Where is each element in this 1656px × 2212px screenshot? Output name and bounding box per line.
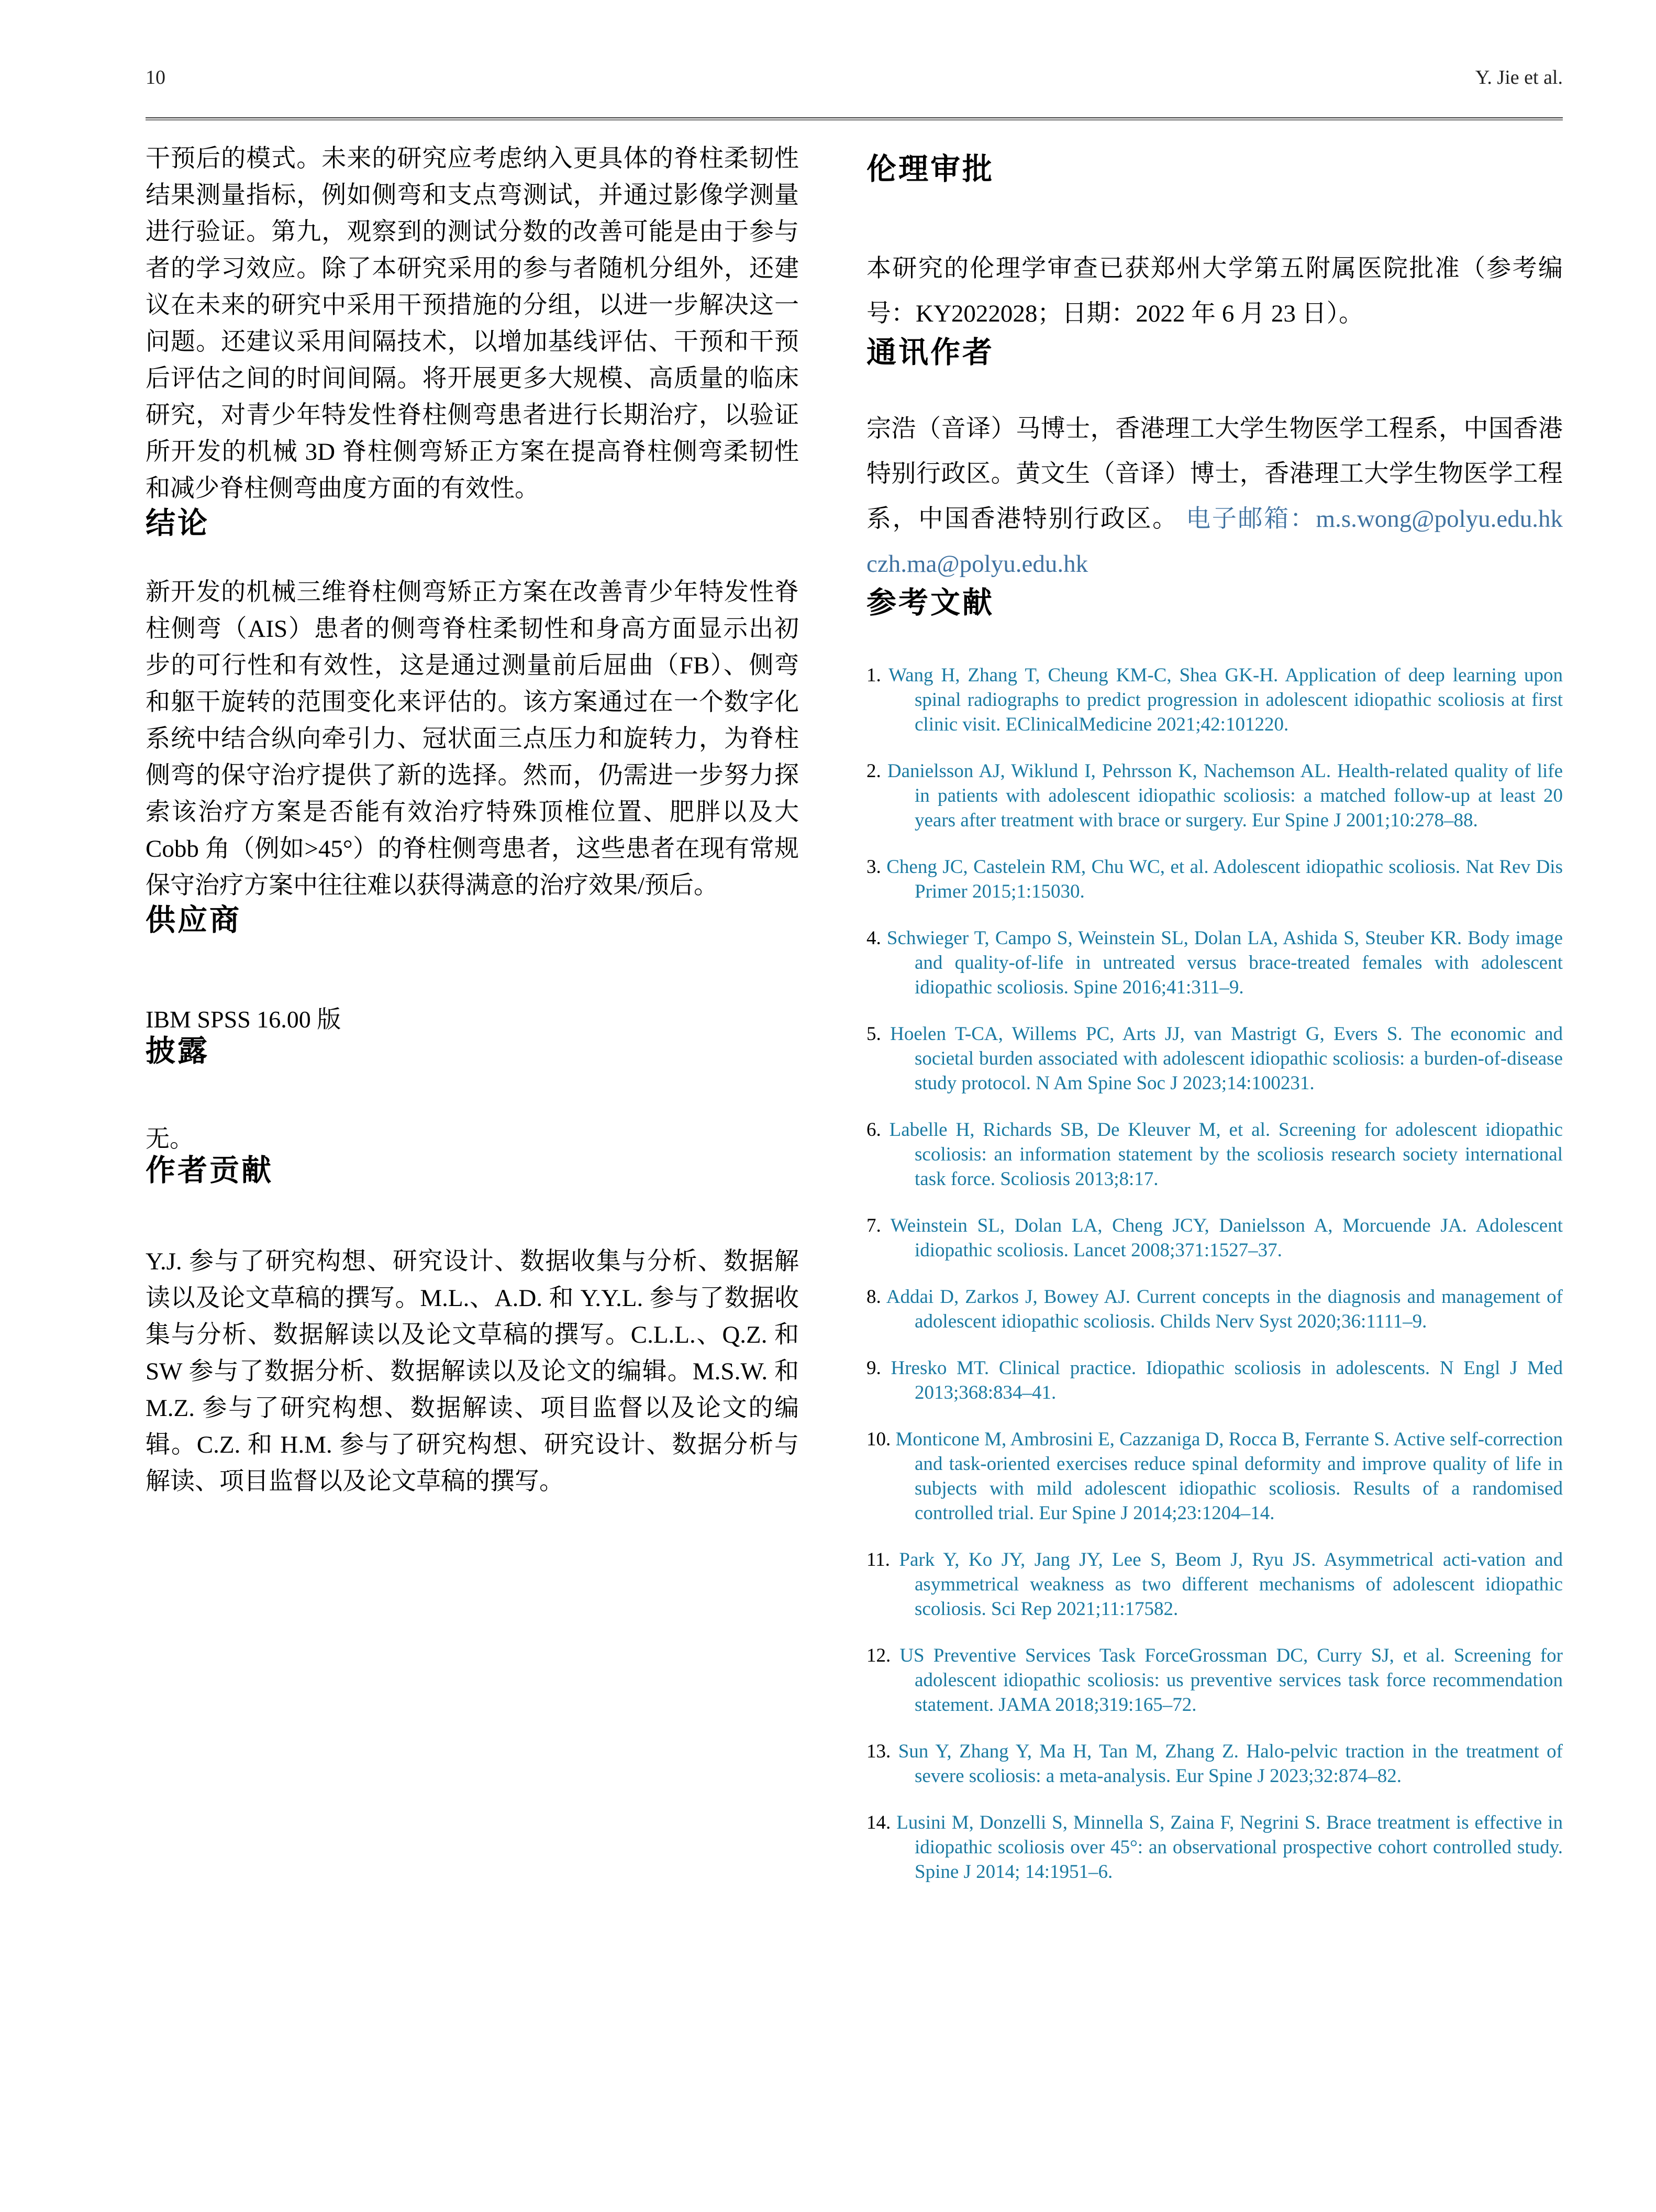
author-contributions-heading: 作者贡献: [146, 1154, 273, 1187]
page-number: 10: [146, 67, 165, 89]
email-label: 电子邮箱：: [1186, 505, 1316, 533]
reference-number: 5.: [866, 1023, 881, 1045]
reference-number: 9.: [866, 1357, 881, 1379]
reference-number: 8.: [866, 1286, 881, 1308]
corresponding-author-heading: 通讯作者: [866, 336, 994, 369]
author-contributions-paragraph: Y.J. 参与了研究构想、研究设计、数据收集与分析、数据解读以及论文草稿的撰写。M.L.、A.D. 和 Y.Y.L. 参与了数据收集与分析、数据解读以及论文草稿的撰写。C.L.L.、Q.Z. 和 SW 参与了数据分析、数据解读以及论文的编辑。M.S.W. 和 M.Z. 参与了研究构想、数据解读、项目监督以及论文的编辑。C.Z. 和 H.M. 参与了研究构想、研究设计、数据分析与解读、项目监督以及论文草稿的撰写。: [146, 1248, 799, 1495]
references-heading: 参考文献: [866, 587, 994, 620]
reference-text: Hresko MT. Clinical practice. Idiopathic scoliosis in adolescents. N Engl J Med 2013;368:834–41.: [881, 1357, 1563, 1403]
reference-item: [866, 1547, 1563, 1621]
reference-number: 7.: [866, 1215, 881, 1236]
header-rule: [146, 117, 1563, 118]
corresponding-author-text: 宗浩（音译）马博士，香港理工大学生物医学工程系，中国香港特别行政区。黄文生（音译）博士，香港理工大学生物医学工程系，中国香港特别行政区。: [866, 415, 1563, 533]
running-head: Y. Jie et al.: [1475, 67, 1563, 89]
reference-item: [866, 1810, 1563, 1884]
reference-item: [866, 926, 1563, 1000]
conclusion-heading: 结论: [146, 507, 209, 540]
reference-item: [866, 1213, 1563, 1263]
intro-paragraph: 干预后的模式。未来的研究应考虑纳入更具体的脊柱柔韧性结果测量指标，例如侧弯和支点弯测试，并通过影像学测量进行验证。第九，观察到的测试分数的改善可能是由于参与者的学习效应。除了本研究采用的参与者随机分组外，还建议在未来的研究中采用干预措施的分组，以进一步解决这一问题。还建议采用间隔技术，以增加基线评估、干预和干预后评估之间的时间间隔。将开展更多大规模、高质量的临床研究，对青少年特发性脊柱侧弯患者进行长期治疗，以验证所开发的机械 3D 脊柱侧弯矫正方案在提高脊柱侧弯柔韧性和减少脊柱侧弯曲度方面的有效性。: [146, 145, 799, 502]
reference-text: US Preventive Services Task ForceGrossman DC, Curry SJ, et al. Screening for adolescent idiopathic scoliosis: us preventive services task force recommendation statement. JAMA 2018;319:165–72.: [891, 1645, 1563, 1716]
disclosure-paragraph: 无。: [146, 1125, 194, 1152]
reference-number: 11.: [866, 1549, 890, 1570]
reference-number: 6.: [866, 1119, 881, 1141]
reference-text: Addai D, Zarkos J, Bowey AJ. Current concepts in the diagnosis and management of adolescent idiopathic scoliosis. Childs Nerv Syst 2020;36:1111–9.: [881, 1286, 1563, 1332]
reference-number: 2.: [866, 760, 881, 782]
reference-text: Wang H, Zhang T, Cheung KM-C, Shea GK-H. Application of deep learning upon spinal radiographs to predict progression in adolescent idiopathic scoliosis at first clinic visit. EClinicalMedicine 2021;42:101220.: [881, 665, 1563, 735]
left-column: [146, 140, 799, 1500]
reference-item: [866, 855, 1563, 904]
reference-text: Cheng JC, Castelein RM, Chu WC, et al. Adolescent idiopathic scoliosis. Nat Rev Dis Primer 2015;1:15030.: [881, 856, 1563, 902]
reference-list: [866, 663, 1563, 1884]
reference-number: 1.: [866, 665, 881, 686]
reference-text: Danielsson AJ, Wiklund I, Pehrsson K, Nachemson AL. Health-related quality of life in patients with adolescent idiopathic scoliosis: a matched follow-up at least 20 years after treatment with brace or surgery. Eur Spine J 2001;10:278–88.: [881, 760, 1563, 831]
reference-number: 10.: [866, 1429, 891, 1450]
reference-text: Labelle H, Richards SB, De Kleuver M, et al. Screening for adolescent idiopathic scoliosis: an information statement by the scoliosis research society international task force. Scoliosis 2013;8:17.: [881, 1119, 1563, 1190]
reference-text: Lusini M, Donzelli S, Minnella S, Zaina F, Negrini S. Brace treatment is effective in idiopathic scoliosis over 45°: an observational prospective cohort controlled study. Spine J 2014; 14:1951–6.: [891, 1812, 1563, 1883]
right-column: [866, 153, 1563, 1906]
reference-number: 12.: [866, 1645, 891, 1666]
reference-item: [866, 1022, 1563, 1096]
reference-item: [866, 1643, 1563, 1717]
reference-text: Schwieger T, Campo S, Weinstein SL, Dolan LA, Ashida S, Steuber KR. Body image and quality-of-life in untreated versus brace-treated females with adolescent idiopathic scoliosis. Spine 2016;41:311–9.: [881, 927, 1563, 998]
reference-item: [866, 1285, 1563, 1334]
reference-text: Sun Y, Zhang Y, Ma H, Tan M, Zhang Z. Halo-pelvic traction in the treatment of severe scoliosis: a meta-analysis. Eur Spine J 2023;32:874–82.: [891, 1741, 1563, 1787]
reference-item: [866, 1739, 1563, 1788]
reference-item: [866, 1427, 1563, 1525]
ethics-approval-paragraph: 本研究的伦理学审查已获郑州大学第五附属医院批准（参考编号：KY2022028；日期：2022 年 6 月 23 日）。: [866, 255, 1563, 327]
reference-item: [866, 1356, 1563, 1405]
reference-text: Weinstein SL, Dolan LA, Cheng JCY, Danielsson A, Morcuende JA. Adolescent idiopathic scoliosis. Lancet 2008;371:1527–37.: [881, 1215, 1563, 1261]
reference-number: 4.: [866, 927, 881, 949]
reference-number: 13.: [866, 1741, 891, 1762]
supplier-paragraph: IBM SPSS 16.00 版: [146, 1006, 341, 1033]
email-link[interactable]: m.s.wong@polyu.edu.hk czh.ma@polyu.edu.hk: [866, 505, 1563, 578]
reference-item: [866, 663, 1563, 737]
reference-text: Monticone M, Ambrosini E, Cazzaniga D, Rocca B, Ferrante S. Active self-correction and task-oriented exercises reduce spinal deformity and improve quality of life in subjects with mild adolescent idiopathic scoliosis. Results of a randomised controlled trial. Eur Spine J 2014;23:1204–14.: [891, 1429, 1563, 1524]
reference-number: 3.: [866, 856, 881, 878]
ethics-approval-heading: 伦理审批: [866, 153, 994, 186]
conclusion-paragraph: 新开发的机械三维脊柱侧弯矫正方案在改善青少年特发性脊柱侧弯（AIS）患者的侧弯脊柱柔韧性和身高方面显示出初步的可行性和有效性，这是通过测量前后屈曲（FB）、侧弯和躯干旋转的范围变化来评估的。该方案通过在一个数字化系统中结合纵向牵引力、冠状面三点压力和旋转力，为脊柱侧弯的保守治疗提供了新的选择。然而，仍需进一步努力探索该治疗方案是否能有效治疗特殊顶椎位置、肥胖以及大 Cobb 角（例如>45°）的脊柱侧弯患者，这些患者在现有常规保守治疗方案中往往难以获得满意的治疗效果/预后。: [146, 579, 799, 899]
reference-item: [866, 759, 1563, 833]
disclosure-heading: 披露: [146, 1035, 209, 1068]
reference-text: Park Y, Ko JY, Jang JY, Lee S, Beom J, Ryu JS. Asymmetrical acti-vation and asymmetrical weakness as two different mechanisms of adolescent idiopathic scoliosis. Sci Rep 2021;11:17582.: [890, 1549, 1563, 1620]
reference-text: Hoelen T-CA, Willems PC, Arts JJ, van Mastrigt G, Evers S. The economic and societal burden associated with adolescent idiopathic scoliosis: a burden-of-disease study protocol. N Am Spine Soc J 2023;14:100231.: [881, 1023, 1563, 1094]
corresponding-author-paragraph: [866, 406, 1563, 587]
reference-item: [866, 1118, 1563, 1191]
reference-number: 14.: [866, 1812, 891, 1833]
supplier-heading: 供应商: [146, 904, 241, 937]
